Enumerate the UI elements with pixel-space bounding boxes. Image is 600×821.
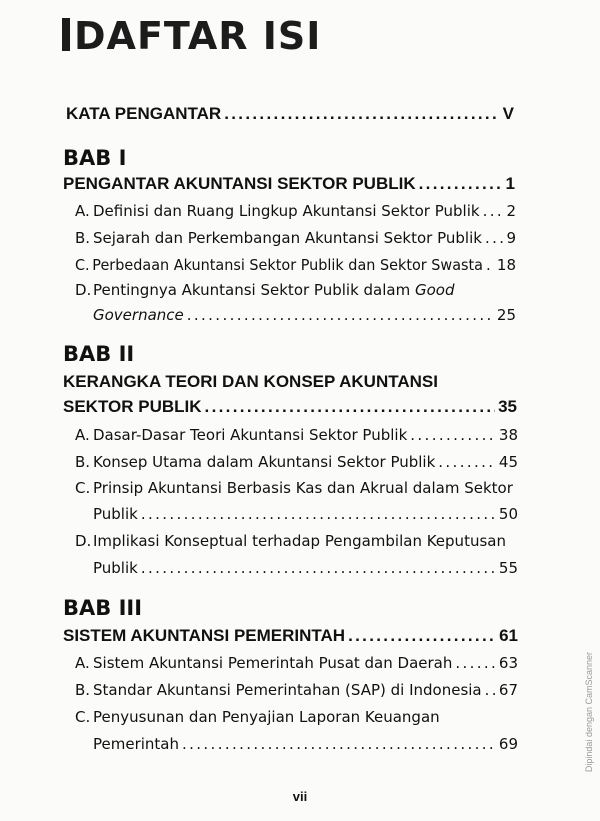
dot-leader [348, 626, 496, 646]
toc-entry-2d-line2[interactable] [93, 559, 518, 577]
entry-label: A. Dasar-Dasar Teori Akuntansi Sektor Publik [75, 426, 408, 444]
entry-page: 18 [496, 256, 516, 274]
toc-entry-1d-line2[interactable] [93, 306, 516, 324]
scanner-watermark: Dipindai dengan CamScanner [584, 652, 594, 773]
entry-page: 69 [498, 735, 518, 753]
entry-label: A. Sistem Akuntansi Pemerintah Pusat dan Daerah [75, 654, 453, 672]
entry-page: 9 [506, 229, 516, 247]
dot-leader [141, 505, 496, 523]
entry-label: A. Definisi dan Ruang Lingkup Akuntansi Sektor Publik [75, 202, 480, 220]
entry-page: V [502, 104, 514, 123]
entry-label: PENGANTAR AKUNTANSI SEKTOR PUBLIK [63, 174, 416, 193]
toc-entry-bab-3[interactable] [63, 626, 518, 646]
dot-leader [485, 681, 496, 699]
entry-label: Pemerintah [93, 735, 180, 753]
entry-page: 55 [498, 559, 518, 577]
page-title: DAFTAR ISI [62, 14, 321, 58]
dot-leader [486, 256, 494, 274]
entry-label: Publik [93, 505, 138, 523]
toc-entry-bab-1[interactable] [63, 174, 515, 194]
toc-entry-2b[interactable] [75, 453, 518, 471]
dot-leader [483, 202, 504, 220]
toc-entry-1a[interactable] [75, 202, 516, 220]
entry-page: 38 [498, 426, 518, 444]
toc-entry-3b[interactable] [75, 681, 518, 699]
toc-entry-1c[interactable] [75, 256, 516, 274]
entry-label: SEKTOR PUBLIK [63, 397, 202, 416]
bab-1-heading: BAB I [63, 146, 127, 170]
entry-label: B. Sejarah dan Perkembangan Akuntansi Sektor Publik [75, 229, 482, 247]
toc-entry-2a[interactable] [75, 426, 518, 444]
toc-entry-1b[interactable] [75, 229, 516, 247]
entry-label: B. Standar Akuntansi Pemerintahan (SAP) di Indonesia [75, 681, 482, 699]
bab-3-heading: BAB III [63, 596, 143, 620]
toc-entry-bab-2[interactable] [63, 397, 517, 417]
page-number: vii [292, 789, 308, 804]
entry-page: 45 [498, 453, 518, 471]
entry-page: 50 [498, 505, 518, 523]
entry-page: 63 [498, 654, 518, 672]
dot-leader [224, 104, 499, 124]
entry-label: Governance [93, 306, 184, 324]
entry-page: 67 [498, 681, 518, 699]
dot-leader [455, 654, 496, 672]
bab-2-heading: BAB II [63, 342, 135, 366]
toc-entry-1d-line1[interactable]: D. Pentingnya Akuntansi Sektor Publik dalam Good [75, 281, 455, 299]
dot-leader [438, 453, 496, 471]
toc-entry-3c-line1[interactable]: C. Penyusunan dan Penyajian Laporan Keuangan [75, 708, 440, 726]
dot-leader [410, 426, 496, 444]
entry-label: Publik [93, 559, 138, 577]
entry-page: 61 [499, 626, 518, 645]
dot-leader [419, 174, 503, 194]
entry-label: C. Perbedaan Akuntansi Sektor Publik dan Sektor Swasta [75, 256, 483, 274]
dot-leader [205, 397, 496, 417]
entry-page: 25 [496, 306, 516, 324]
toc-entry-2c-line2[interactable] [93, 505, 518, 523]
entry-label: B. Konsep Utama dalam Akuntansi Sektor Publik [75, 453, 436, 471]
entry-label: SISTEM AKUNTANSI PEMERINTAH [63, 626, 346, 645]
title-bar-mark [62, 18, 70, 51]
entry-page: 2 [506, 202, 516, 220]
toc-entry-3a[interactable] [75, 654, 518, 672]
bab-2-chapter-line1: KERANGKA TEORI DAN KONSEP AKUNTANSI [63, 372, 438, 391]
toc-entry-2d-line1[interactable]: D. Implikasi Konseptual terhadap Pengambilan Keputusan [75, 532, 506, 550]
entry-label: KATA PENGANTAR [66, 104, 222, 123]
dot-leader [182, 735, 496, 753]
dot-leader [141, 559, 496, 577]
toc-entry-3c-line2[interactable] [93, 735, 518, 753]
toc-entry-kata-pengantar[interactable] [66, 104, 514, 124]
dot-leader [187, 306, 494, 324]
entry-page: 1 [505, 174, 515, 193]
dot-leader [485, 229, 504, 247]
toc-entry-2c-line1[interactable]: C. Prinsip Akuntansi Berbasis Kas dan Akrual dalam Sektor [75, 479, 513, 497]
entry-page: 35 [498, 397, 517, 416]
